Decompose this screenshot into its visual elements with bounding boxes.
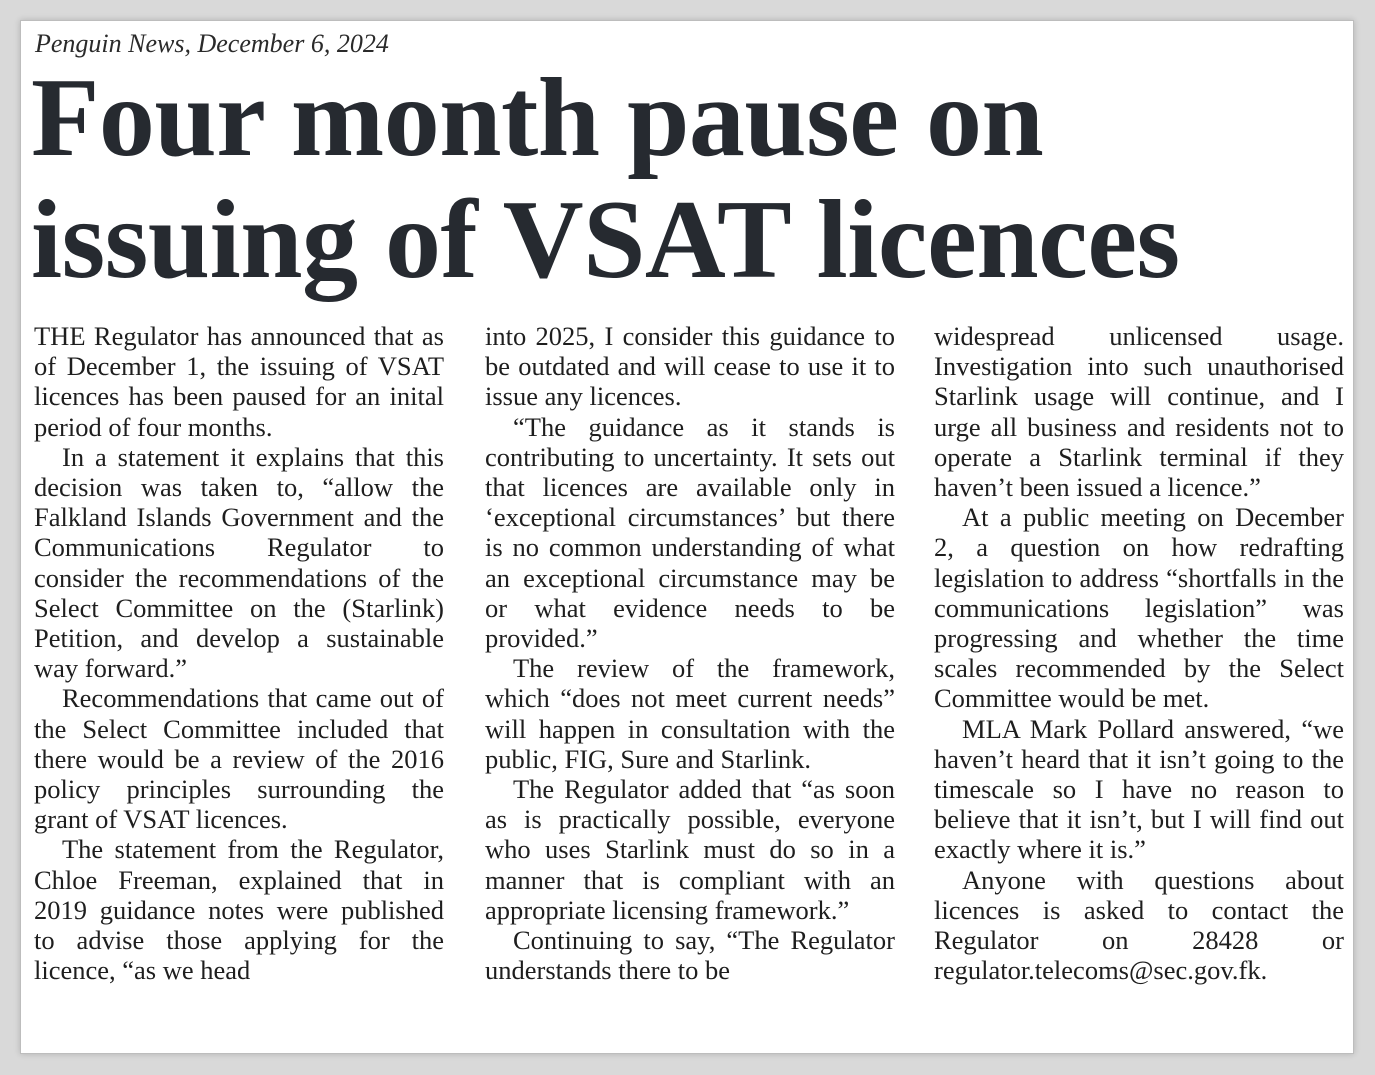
- paragraph: Continuing to say, “The Regulator understands there to be: [485, 925, 895, 986]
- headline-line-1: Four month pause on: [31, 56, 1044, 180]
- paragraph: In a statement it explains that this decision was taken to, “allow the Falkland Islands Government and the Communications Regulator to consider the recommendations of the Select Committee on the (Starlink) Petition, and develop a sustainable way forward.”: [34, 441, 444, 684]
- paragraph: widespread unlicensed usage. Investigation into such unauthorised Starlink usage will continue, and I urge all business and residents not to operate a Starlink terminal if they haven’t been issued a licence.”: [934, 321, 1344, 503]
- headline-line-2: issuing of VSAT licences: [31, 178, 1180, 302]
- paragraph: At a public meeting on December 2, a question on how redrafting legislation to address “shortfalls in the communications legislation” was progressing and whether the time scales recommended by the Select Committee would be met.: [934, 502, 1344, 714]
- paragraph: The review of the framework, which “does not meet current needs” will happen in consultation with the public, FIG, Sure and Starlink.: [485, 653, 895, 774]
- dateline: Penguin News, December 6, 2024: [35, 29, 389, 58]
- paragraph: “The guidance as it stands is contributing to uncertainty. It sets out that licences are available only in ‘exceptional circumstances’ but there is no common understanding of what an exceptional circumstance may be or what evidence needs to be provided.”: [485, 411, 895, 654]
- paragraph: THE Regulator has announced that as of December 1, the issuing of VSAT licences has been paused for an inital period of four months.: [34, 321, 444, 442]
- paragraph: into 2025, I consider this guidance to be outdated and will cease to use it to issue any licences.: [485, 321, 895, 412]
- newspaper-clipping: [20, 20, 1354, 1054]
- paragraph: The statement from the Regulator, Chloe Freeman, explained that in 2019 guidance notes were published to advise those applying for the licence, “as we head: [34, 834, 444, 986]
- article-column-1: [34, 321, 444, 985]
- paragraph: Recommendations that came out of the Select Committee included that there would be a review of the 2016 policy principles surrounding the grant of VSAT licences.: [34, 683, 444, 835]
- paragraph: MLA Mark Pollard answered, “we haven’t heard that it isn’t going to the timescale so I have no reason to believe that it isn’t, but I will find out exactly where it is.”: [934, 713, 1344, 865]
- paragraph: Anyone with questions about licences is asked to contact the Regulator on 28428 or regulator.telecoms@sec.gov.fk.: [934, 864, 1344, 986]
- article-column-3: [934, 321, 1344, 985]
- paragraph: The Regulator added that “as soon as is practically possible, everyone who uses Starlink must do so in a manner that is compliant with an appropriate licensing framework.”: [485, 774, 895, 925]
- headline: [31, 57, 1351, 301]
- article-column-2: [485, 321, 895, 985]
